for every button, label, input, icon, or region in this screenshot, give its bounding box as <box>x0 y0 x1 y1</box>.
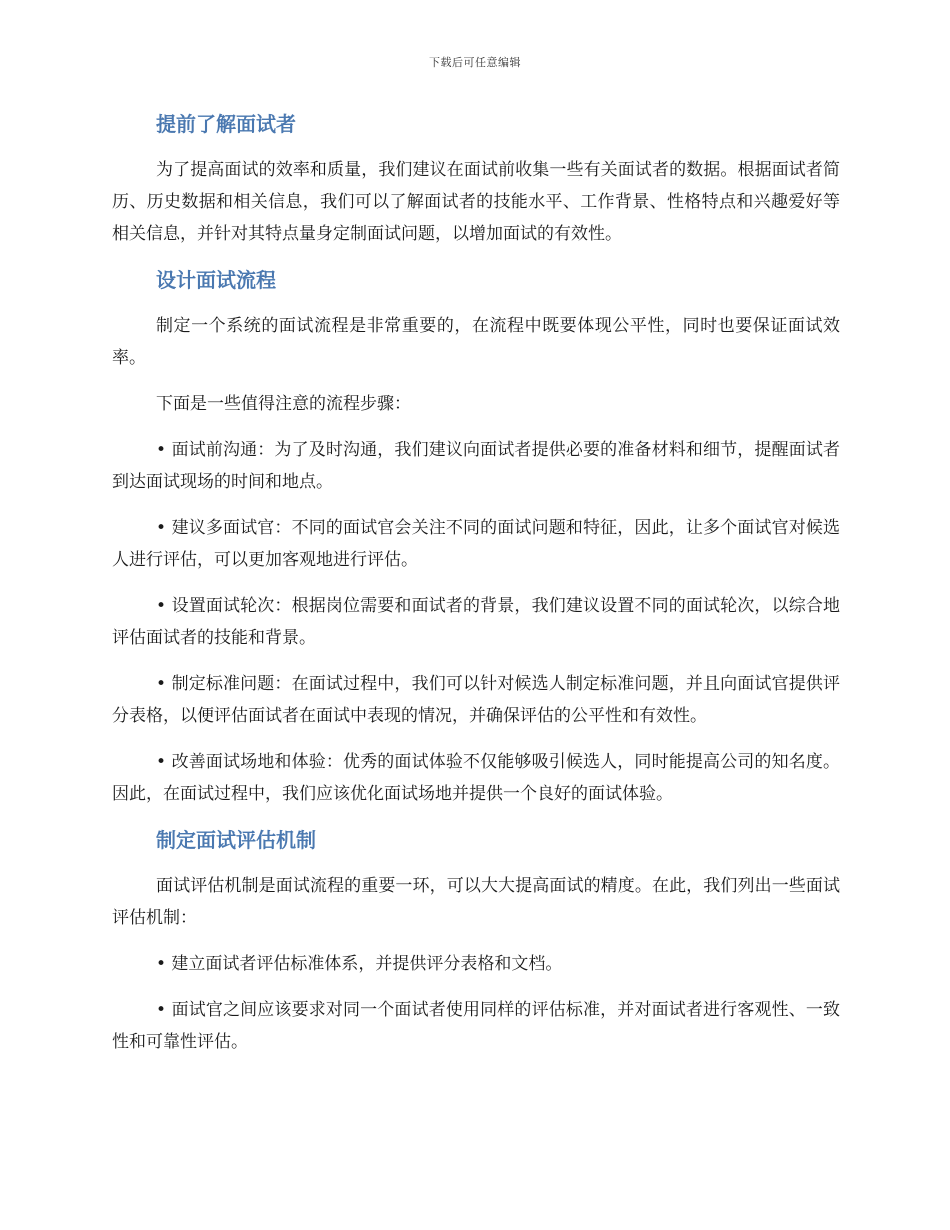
bullet-item: • 面试前沟通：为了及时沟通，我们建议向面试者提供必要的准备材料和细节，提醒面试者到达面试现场的时间和地点。 <box>112 440 840 492</box>
page-header: 下载后可任意编辑 <box>429 56 521 69</box>
bullet-item: • 建议多面试官：不同的面试官会关注不同的面试问题和特征，因此，让多个面试官对候选人进行评估，可以更加客观地进行评估。 <box>112 518 840 570</box>
bullet-item: • 制定标准问题：在面试过程中，我们可以针对候选人制定标准问题，并且向面试官提供评分表格，以便评估面试者在面试中表现的情况，并确保评估的公平性和有效性。 <box>112 674 840 726</box>
paragraph: 为了提高面试的效率和质量，我们建议在面试前收集一些有关面试者的数据。根据面试者简历、历史数据和相关信息，我们可以了解面试者的技能水平、工作背景、性格特点和兴趣爱好等相关信息，并针对其特点量身定制面试问题，以增加面试的有效性。 <box>112 160 840 244</box>
bullet-item: • 建立面试者评估标准体系，并提供评分表格和文档。 <box>156 954 563 974</box>
document-body <box>112 108 840 1072</box>
section-know-candidate <box>112 108 840 250</box>
bullet-item: • 设置面试轮次：根据岗位需要和面试者的背景，我们建议设置不同的面试轮次，以综合地评估面试者的技能和背景。 <box>112 596 840 648</box>
section-heading: 设计面试流程 <box>156 268 276 292</box>
paragraph: 下面是一些值得注意的流程步骤： <box>156 394 411 414</box>
bullet-item: • 面试官之间应该要求对同一个面试者使用同样的评估标准，并对面试者进行客观性、一致性和可靠性评估。 <box>112 1000 840 1052</box>
section-heading: 制定面试评估机制 <box>156 828 316 852</box>
section-design-process <box>112 264 840 810</box>
paragraph: 制定一个系统的面试流程是非常重要的，在流程中既要体现公平性，同时也要保证面试效率。 <box>112 316 840 368</box>
section-heading: 提前了解面试者 <box>156 112 296 136</box>
section-evaluation-mechanism <box>112 824 840 1058</box>
bullet-item: • 改善面试场地和体验：优秀的面试体验不仅能够吸引候选人，同时能提高公司的知名度。因此，在面试过程中，我们应该优化面试场地并提供一个良好的面试体验。 <box>112 752 840 804</box>
paragraph: 面试评估机制是面试流程的重要一环，可以大大提高面试的精度。在此，我们列出一些面试评估机制： <box>112 876 840 928</box>
